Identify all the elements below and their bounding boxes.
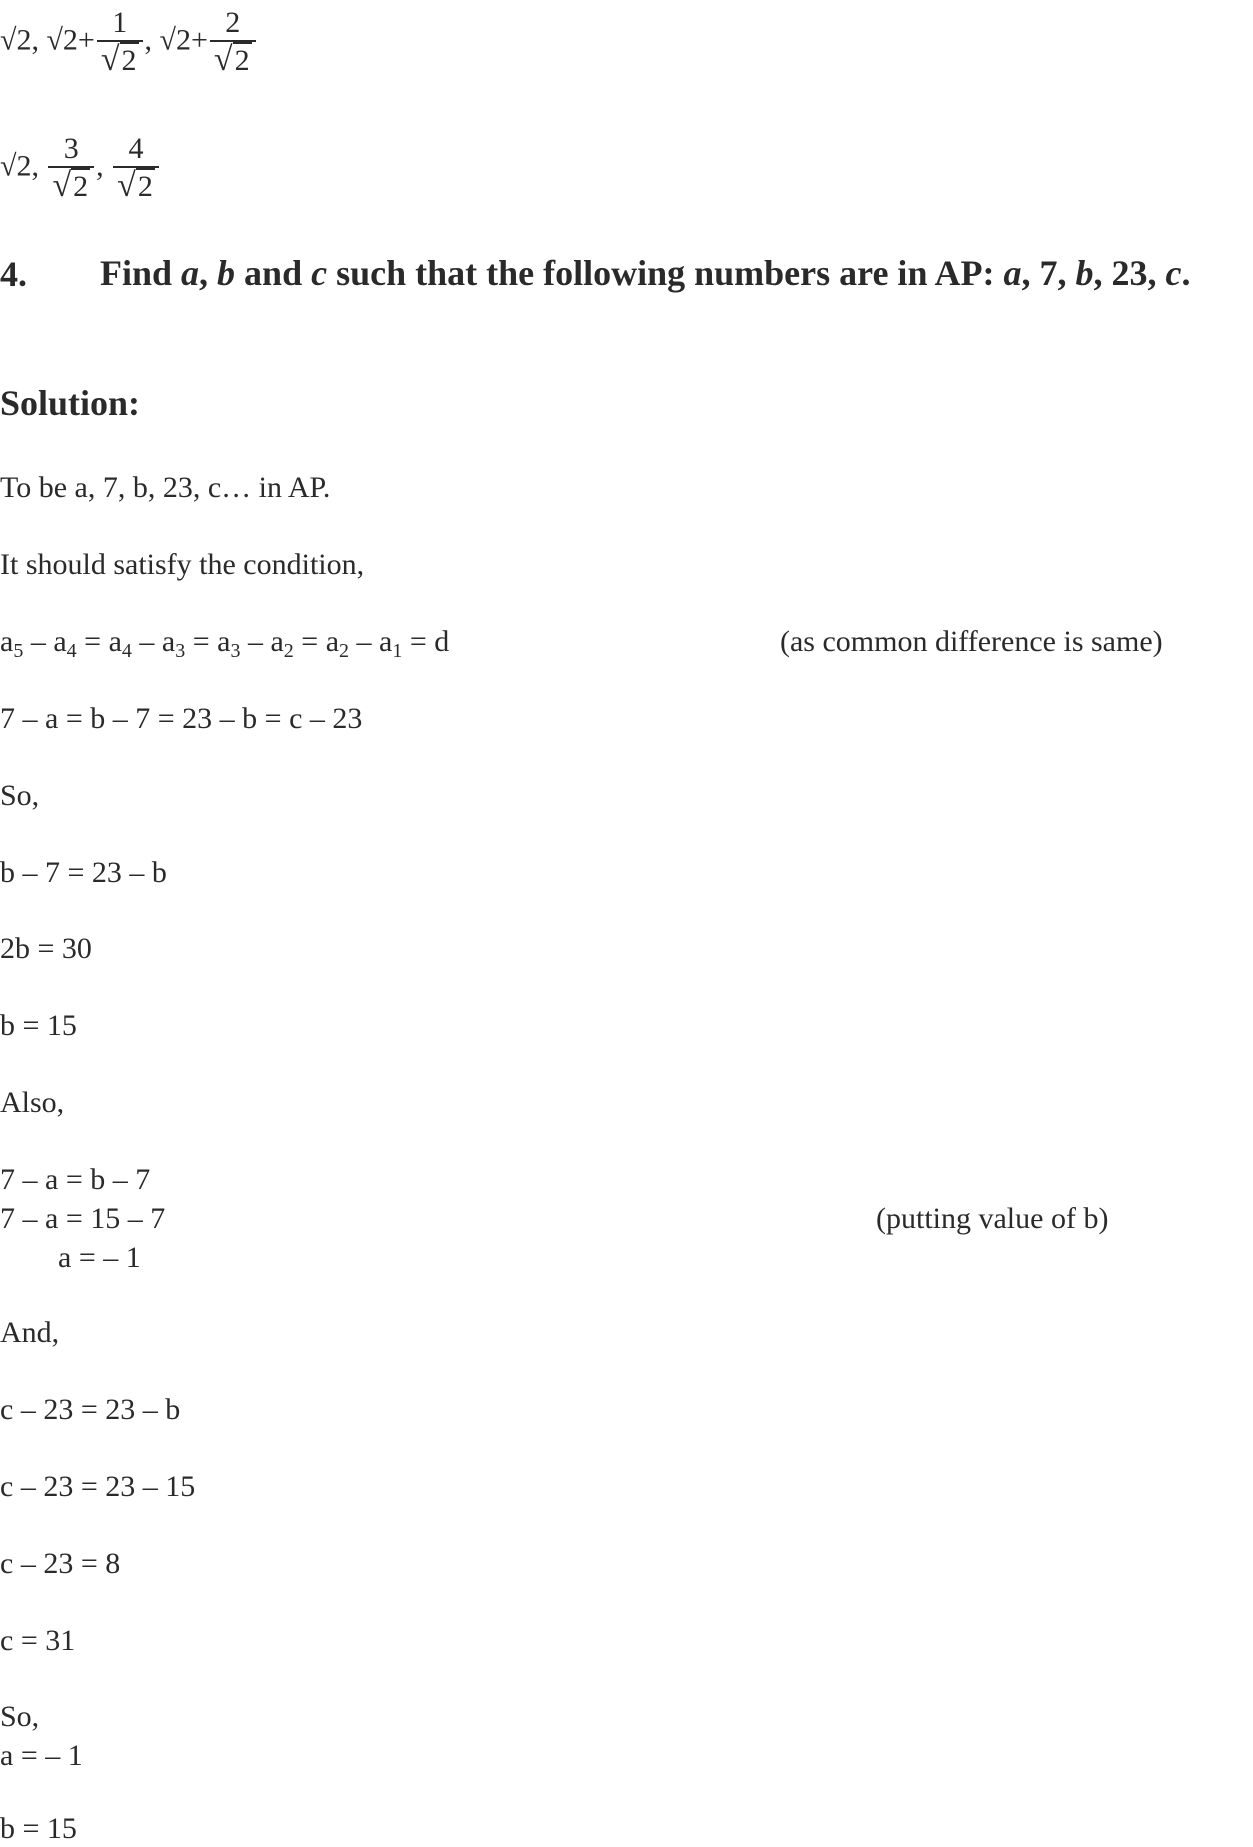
expr-term: √2,: [0, 23, 39, 57]
solution-line: 2b = 30: [0, 932, 92, 965]
radicand: 2: [234, 44, 250, 77]
separator: ,: [96, 149, 104, 183]
substitution-note: (putting value of b): [876, 1202, 1109, 1235]
solution-line: b = 15: [0, 1812, 77, 1845]
expr-term: √2+: [46, 23, 95, 57]
solution-line: 7 – a = 15 – 7: [0, 1202, 166, 1235]
solution-line: b – 7 = 23 – b: [0, 856, 167, 889]
solution-line: b = 15: [0, 1009, 77, 1042]
solution-line: 7 – a = b – 7: [0, 1163, 151, 1196]
solution-line: 7 – a = b – 7 = 23 – b = c – 23: [0, 702, 363, 735]
fraction-denominator: √2: [113, 166, 159, 205]
sequence-row-2: [0, 132, 161, 205]
question-text: Find a, b and c such that the following numbers are in AP: a, 7, b, 23, c.: [100, 253, 1191, 293]
solution-line: c – 23 = 23 – b: [0, 1393, 181, 1426]
fraction-denominator: √2: [97, 40, 143, 79]
solution-line: a = – 1: [0, 1739, 83, 1772]
fraction: [210, 6, 256, 79]
fraction: [48, 132, 94, 205]
solution-line: Also,: [0, 1086, 65, 1119]
fraction-denominator: √2: [210, 40, 256, 79]
fraction: [97, 6, 143, 79]
solution-line: To be a, 7, b, 23, c… in AP.: [0, 471, 331, 504]
radicand: 2: [137, 170, 153, 203]
separator: ,: [144, 23, 153, 57]
sequence-row-1: [0, 6, 258, 79]
solution-line: So,: [0, 779, 40, 812]
radicand: 2: [121, 44, 137, 77]
radicand: 2: [73, 170, 89, 203]
fraction-numerator: 1: [112, 6, 128, 39]
fraction-denominator: √2: [48, 166, 94, 205]
solution-line: So,: [0, 1700, 40, 1733]
solution-line: c – 23 = 8: [0, 1547, 121, 1580]
solution-line: And,: [0, 1316, 60, 1349]
solution-line: a = – 1: [58, 1241, 141, 1274]
question-number: 4.: [0, 254, 27, 294]
solution-heading: Solution:: [0, 383, 141, 423]
condition-note: (as common difference is same): [780, 625, 1163, 658]
expr-term: √2+: [159, 23, 208, 57]
fraction-numerator: 4: [128, 132, 144, 165]
solution-line: c = 31: [0, 1624, 76, 1657]
expr-term: √2,: [0, 149, 39, 183]
condition-equation: $a_5 - a_4 = a_4 - a_3 = a_3 - a_2 = a_2 - a_1 = d$: [0, 625, 450, 662]
solution-line: It should satisfy the condition,: [0, 548, 365, 581]
solution-line: c – 23 = 23 – 15: [0, 1470, 196, 1503]
fraction: [113, 132, 159, 205]
fraction-numerator: 3: [63, 132, 79, 165]
fraction-numerator: 2: [225, 6, 241, 39]
